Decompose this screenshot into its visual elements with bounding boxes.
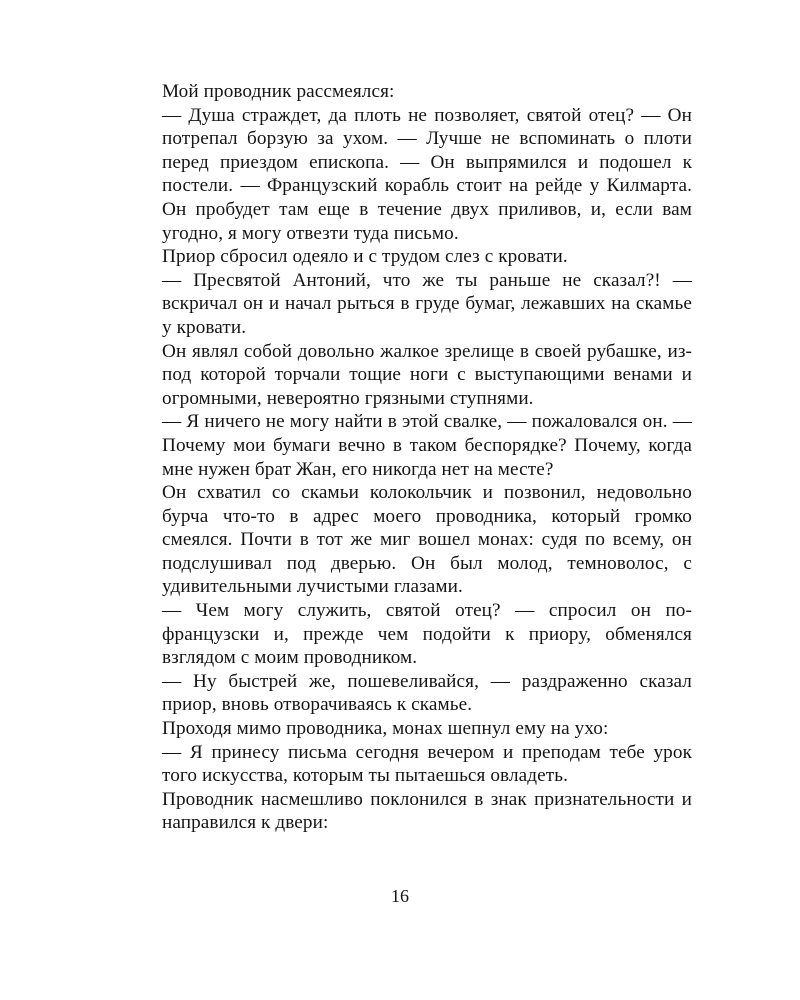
paragraph: — Я ничего не могу найти в этой свалке, — пожаловался он. — Почему мои бумаги вечно в таком беспорядке? Почему, когда мне нужен брат Жан, его никогда нет на месте? [162, 411, 692, 480]
paragraph: Приор сбросил одеяло и с трудом слез с кровати. [162, 246, 568, 268]
paragraph: Проходя мимо проводника, монах шепнул ему на ухо: [162, 718, 609, 740]
paragraph: — Пресвятой Антоний, что же ты раньше не сказал?! — вскричал он и начал рыться в груде бумаг, лежавших на скамье у кровати. [162, 269, 692, 338]
page-number: 16 [391, 886, 409, 906]
page-text [162, 80, 692, 835]
paragraph: — Я принесу письма сегодня вечером и преподам тебе урок того искусства, которым ты пытаешься овладеть. [162, 741, 692, 787]
paragraph: — Душа страждет, да плоть не позволяет, святой отец? — Он потрепал борзую за ухом. — Лучше не вспоминать о плоти перед приездом епископа. — Он выпрямился и подошел к постели. — Французский корабль стоит на рейде у Килмарта. Он пробудет там еще в течение двух приливов, и, если вам угодно, я могу отвезти туда письмо. [162, 104, 692, 244]
paragraph: — Чем могу служить, святой отец? — спросил он по-французски и, прежде чем подойти к приору, обменялся взглядом с моим проводником. [162, 600, 692, 669]
paragraph: — Ну быстрей же, пошевеливайся, — раздраженно сказал приор, вновь отворачиваясь к скамье. [162, 670, 692, 716]
paragraph: Проводник насмешливо поклонился в знак признательности и направился к двери: [162, 788, 692, 834]
paragraph: Он схватил со скамьи колокольчик и позвонил, недовольно бурча что-то в адрес моего проводника, который громко смеялся. Почти в тот же миг вошел монах: судя по всему, он подслушивал под дверью. Он был молод, темноволос, с удивительными лучистыми глазами. [162, 482, 692, 598]
paragraph: Мой проводник рассмеялся: [162, 81, 395, 102]
paragraph: Он являл собой довольно жалкое зрелище в своей рубашке, из-под которой торчали тощие ноги с выступающими венами и огромными, невероятно грязными ступнями. [162, 340, 692, 409]
